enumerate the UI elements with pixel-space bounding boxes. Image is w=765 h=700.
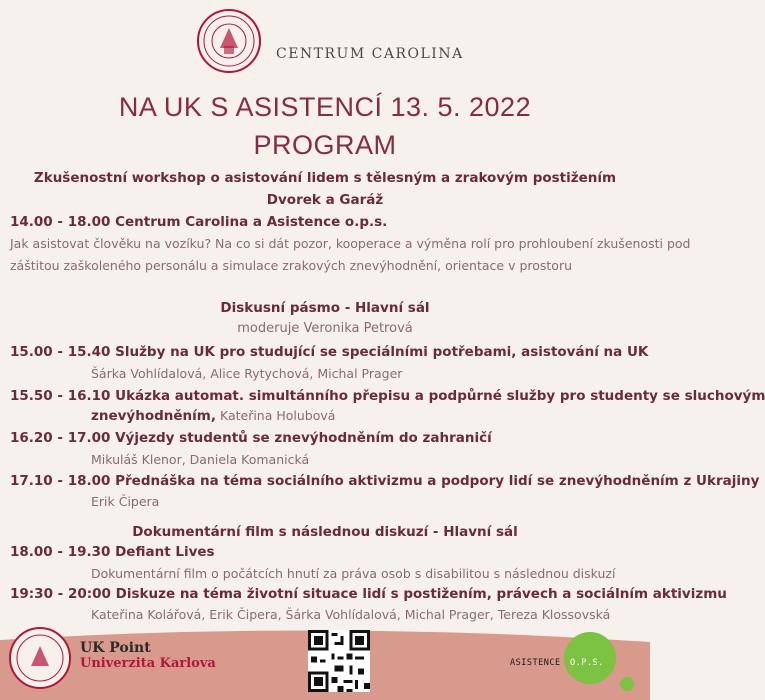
qr-code-icon[interactable] [308,630,370,692]
panel-item-people: Kateřina Holubová [219,408,336,423]
panel-item-title: 15.00 - 15.40 Služby na UK pro studující se speciálními potřebami, asistování na UK [10,344,649,360]
workshop-desc-line2: záštitou zaškoleného personálu a simulace zrakových znevýhodnění, orientace v prostoru [10,258,573,273]
film-heading: Dokumentární film s následnou diskuzí - Hlavní sál [132,524,518,540]
ukpoint-logo [80,640,216,671]
panel-item-title: 15.50 - 16.10 Ukázka automat. simultánního přepisu a podpůrné služby pro studenty se sluchovým [10,388,765,404]
panel-heading: Diskusní pásmo - Hlavní sál [220,300,430,316]
panel-item-title: 17.10 - 18.00 Přednáška na téma sociálního aktivizmu a podpory lidí se znevýhodněním z Ukrajiny [10,473,760,489]
university-seal-icon [196,8,262,74]
asistence-logo-text: ASISTENCE [510,658,561,668]
page-title: NA UK S ASISTENCÍ 13. 5. 2022 [118,92,532,122]
ukpoint-line1: UK Point [80,640,151,656]
film-item-people: Dokumentární film o počátcích hnutí za práva osob s disabilitou s následnou diskuzí [91,566,616,581]
asistence-logo-ops: O.P.S. [570,658,604,668]
asistence-logo-dot [620,677,634,691]
panel-item-title-cont: znevýhodněním, [91,408,216,424]
workshop-time-title: 14.00 - 18.00 Centrum Carolina a Asistence o.p.s. [10,214,388,230]
panel-item-people-line [91,408,335,424]
page-subtitle: PROGRAM [253,130,397,160]
ukpoint-seal-icon [8,626,72,690]
workshop-desc-line1: Jak asistovat člověku na vozíku? Na co si dát pozor, kooperace a výměna rolí pro prohloubení zkušenosti pod [10,236,691,251]
panel-item-title: 16.20 - 17.00 Výjezdy studentů se znevýhodněním do zahraničí [10,430,492,446]
panel-item-people: Mikuláš Klenor, Daniela Komanická [91,452,310,467]
panel-moderator: moderuje Veronika Petrová [237,321,413,336]
workshop-place: Dvorek a Garáž [266,192,384,208]
workshop-heading: Zkušenostní workshop o asistování lidem s tělesným a zrakovým postižením [33,170,617,186]
film-item-title: 18.00 - 19.30 Defiant Lives [10,544,215,560]
header [0,6,650,78]
brand-name: CENTRUM CAROLINA [276,46,464,62]
film-item-people: Kateřina Kolářová, Erik Čipera, Šárka Vohlídalová, Michal Prager, Tereza Klossovská [91,607,611,622]
panel-item-people: Šárka Vohlídalová, Alice Rytychová, Michal Prager [91,366,403,381]
film-item-title: 19:30 - 20:00 Diskuze na téma životní situace lidí s postižením, právech a sociálním aktivizmu [10,586,727,602]
panel-item-people: Erik Čipera [91,494,160,509]
ukpoint-line2: Univerzita Karlova [80,656,216,671]
